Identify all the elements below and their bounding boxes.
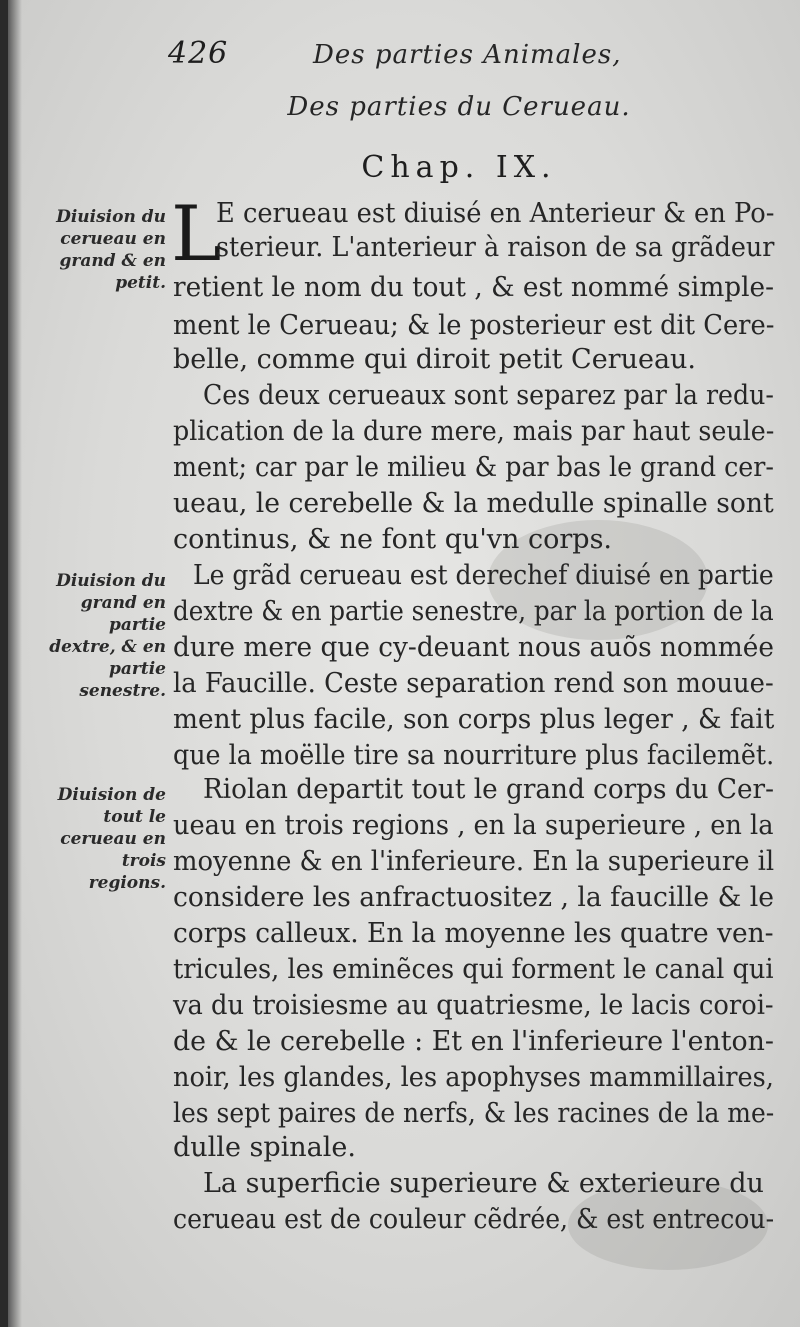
text-line: retient le nom du tout , & est nommé simple- xyxy=(173,272,774,303)
margin-note: Diuision du cerueau en grand & en petit. xyxy=(56,207,166,293)
text-line: sterieur. L'anterieur à raison de sa grãdeur xyxy=(216,232,775,263)
text-line: de & le cerebelle : Et en l'inferieure l'enton- xyxy=(173,1026,774,1057)
page-header xyxy=(8,36,800,76)
text-line: va du troisiesme au quatriesme, le lacis coroi- xyxy=(173,990,774,1021)
text-line: moyenne & en l'inferieure. En la superieure il xyxy=(173,846,775,877)
text-line: dulle spinale. xyxy=(173,1132,356,1163)
page-gutter-shadow xyxy=(8,0,22,1327)
text-line: Ces deux cerueaux sont separez par la redu- xyxy=(203,380,774,411)
text-line: tricules, les eminẽces qui forment le canal qui xyxy=(173,954,774,985)
text-line: la Faucille. Ceste separation rend son mouue- xyxy=(173,668,774,699)
text-line: corps calleux. En la moyenne les quatre ven- xyxy=(173,918,774,949)
text-line: ueau, le cerebelle & la medulle spinalle sont xyxy=(173,488,774,519)
margin-note: Diuision du grand en partie dextre, & en partie senestre. xyxy=(49,571,166,701)
margin-note: Diuision de tout le cerueau en trois regions. xyxy=(57,785,166,893)
text-line: les sept paires de nerfs, & les racines de la me- xyxy=(173,1098,775,1129)
text-line: E cerueau est diuisé en Anterieur & en Po- xyxy=(216,198,775,229)
text-line: belle, comme qui diroit petit Cerueau. xyxy=(173,344,697,375)
book-page xyxy=(8,0,800,1327)
text-line: ueau en trois regions , en la superieure , en la xyxy=(173,810,774,841)
text-line: noir, les glandes, les apophyses mammillaires, xyxy=(173,1062,774,1093)
text-line: Le grãd cerueau est derechef diuisé en partie xyxy=(193,560,774,591)
text-line: cerueau est de couleur cẽdrée, & est entrecou- xyxy=(173,1204,775,1235)
text-line: ment; car par le milieu & par bas le grand cer- xyxy=(173,452,774,483)
text-line: La superficie superieure & exterieure du xyxy=(203,1168,764,1199)
drop-cap: L xyxy=(171,189,222,278)
running-head: Des parties Animales, xyxy=(313,40,622,70)
text-line: plication de la dure mere, mais par haut seule- xyxy=(173,416,775,447)
text-line: considere les anfractuositez , la faucille & le xyxy=(173,882,775,913)
text-line: ment le Cerueau; & le posterieur est dit Cere- xyxy=(173,310,775,341)
text-line: Riolan departit tout le grand corps du Cer- xyxy=(203,774,774,805)
text-line: ment plus facile, son corps plus leger , & fait xyxy=(173,704,775,735)
text-line: dure mere que cy-deuant nous auõs nommée xyxy=(173,632,774,663)
text-line: que la moëlle tire sa nourriture plus facilemẽt. xyxy=(173,740,775,771)
page-number: 426 xyxy=(168,36,229,71)
chapter-heading: Chap. IX. xyxy=(361,150,557,185)
text-line: continus, & ne font qu'vn corps. xyxy=(173,524,613,555)
text-line: dextre & en partie senestre, par la portion de la xyxy=(173,596,774,627)
section-title: Des parties du Cerueau. xyxy=(287,92,631,122)
